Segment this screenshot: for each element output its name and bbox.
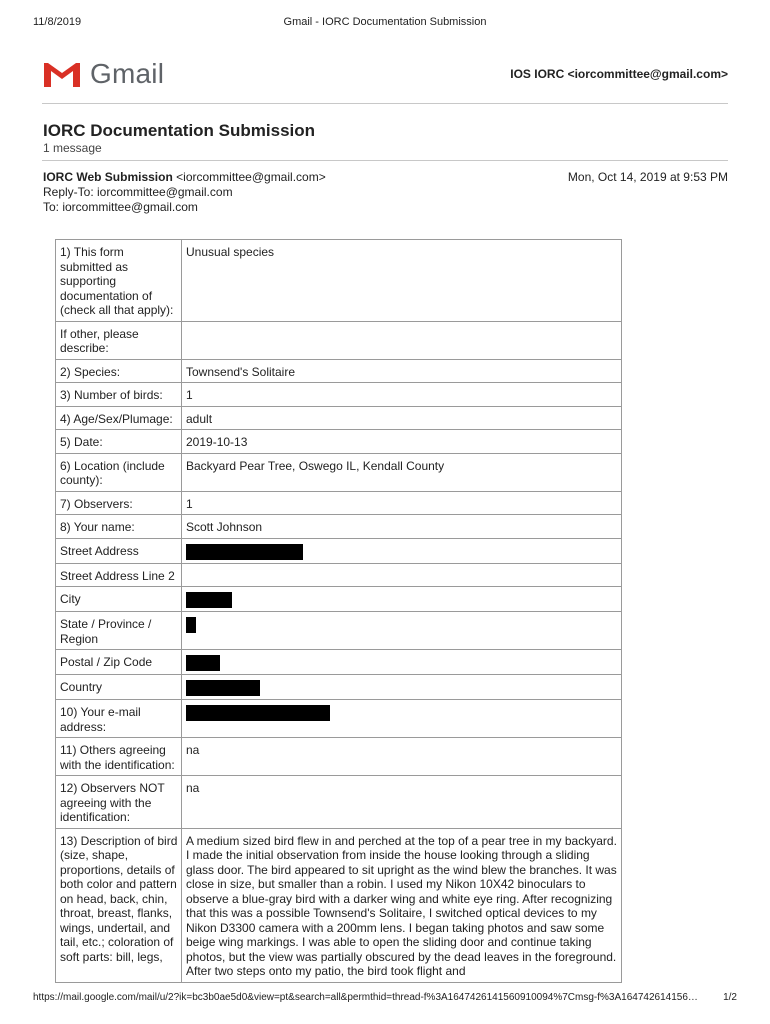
form-field-label: 5) Date: <box>56 430 182 454</box>
form-row <box>56 612 622 650</box>
redaction-bar <box>186 705 330 721</box>
form-field-label: If other, please describe: <box>56 321 182 359</box>
form-row <box>56 453 622 491</box>
form-field-label: 3) Number of birds: <box>56 383 182 407</box>
form-row <box>56 321 622 359</box>
form-field-label: Postal / Zip Code <box>56 650 182 675</box>
redaction-bar <box>186 680 260 696</box>
form-field-value <box>182 650 622 675</box>
redaction-bar <box>186 544 303 560</box>
thread-subject: IORC Documentation Submission <box>43 121 316 140</box>
form-field-label: State / Province / Region <box>56 612 182 650</box>
gmail-wordmark: Gmail <box>90 58 165 89</box>
form-field-label: 1) This form submitted as supporting documentation of (check all that apply): <box>56 240 182 322</box>
form-field-label: Street Address Line 2 <box>56 563 182 587</box>
reply-to-line: Reply-To: iorcommittee@gmail.com <box>43 185 233 199</box>
form-row <box>56 828 622 982</box>
form-field-value: Scott Johnson <box>182 515 622 539</box>
print-date: 11/8/2019 <box>33 16 82 28</box>
form-row <box>56 587 622 612</box>
print-title: Gmail - IORC Documentation Submission <box>283 16 487 28</box>
message-date: Mon, Oct 14, 2019 at 9:53 PM <box>567 170 728 184</box>
sender-email: <iorcommittee@gmail.com> <box>176 170 326 184</box>
form-field-label: 10) Your e-mail address: <box>56 700 182 738</box>
form-field-label: 2) Species: <box>56 359 182 383</box>
form-row <box>56 538 622 563</box>
form-row <box>56 240 622 322</box>
message-header <box>43 170 326 215</box>
from-line <box>43 170 326 185</box>
form-field-value: na <box>182 738 622 776</box>
form-field-value <box>182 675 622 700</box>
form-field-label: 13) Description of bird (size, shape, proportions, details of both color and pattern on head, back, chin, throat, breast, flanks, wings, undertail, and tail, etc.; coloration of soft parts: bill, legs, <box>56 828 182 982</box>
form-field-label: Country <box>56 675 182 700</box>
footer-url: https://mail.google.com/mail/u/2?ik=bc3b0ae5d0&view=pt&search=all&permthid=thread-f%3A1647426141560910094%7Cmsg-f%3A164742614156… <box>33 992 698 1003</box>
form-field-value: Unusual species <box>182 240 622 322</box>
form-field-value: 2019-10-13 <box>182 430 622 454</box>
form-row <box>56 383 622 407</box>
form-field-label: City <box>56 587 182 612</box>
form-field-value <box>182 587 622 612</box>
form-row <box>56 563 622 587</box>
form-row <box>56 738 622 776</box>
form-field-value: Backyard Pear Tree, Oswego IL, Kendall County <box>182 453 622 491</box>
form-row <box>56 430 622 454</box>
form-row <box>56 491 622 515</box>
page-bottom-margin <box>0 983 770 1024</box>
form-field-value <box>182 563 622 587</box>
form-field-value: Townsend's Solitaire <box>182 359 622 383</box>
redaction-bar <box>186 617 196 633</box>
form-field-value: 1 <box>182 383 622 407</box>
submission-form-table <box>55 239 622 983</box>
to-line: To: iorcommittee@gmail.com <box>43 200 198 214</box>
form-field-label: 12) Observers NOT agreeing with the identification: <box>56 776 182 829</box>
form-field-value <box>182 612 622 650</box>
form-field-label: 11) Others agreeing with the identification: <box>56 738 182 776</box>
form-row <box>56 359 622 383</box>
thread-divider <box>42 160 728 161</box>
form-row <box>56 406 622 430</box>
form-field-value <box>182 538 622 563</box>
form-row <box>56 776 622 829</box>
sender-name: IORC Web Submission <box>43 170 173 184</box>
form-row <box>56 675 622 700</box>
form-field-value <box>182 321 622 359</box>
form-field-value: na <box>182 776 622 829</box>
form-field-value: 1 <box>182 491 622 515</box>
form-field-label: Street Address <box>56 538 182 563</box>
gmail-logo <box>42 58 164 90</box>
form-field-value: adult <box>182 406 622 430</box>
form-row <box>56 700 622 738</box>
redaction-bar <box>186 592 232 608</box>
form-field-label: 4) Age/Sex/Plumage: <box>56 406 182 430</box>
message-count: 1 message <box>43 141 102 155</box>
footer-page-number: 1/2 <box>723 992 737 1003</box>
form-row <box>56 515 622 539</box>
account-label: IOS IORC <iorcommittee@gmail.com> <box>510 67 728 81</box>
form-row <box>56 650 622 675</box>
form-field-label: 8) Your name: <box>56 515 182 539</box>
form-field-value: A medium sized bird flew in and perched at the top of a pear tree in my backyard. I made the initial observation from inside the house looking through a sliding glass door. The bird appeared to sit upright as the wind blew the branches. It was close in size, but smaller than a robin. I used my Nikon 10X42 binoculars to observe a blue-gray bird with a darker wing and white eye ring. After recognizing that this was a possible Townsend's Solitaire, I switched optical devices to my Nikon D3300 camera with a 200mm lens. I began taking photos and saw some beige wing markings. I was able to open the sliding door and continue taking photos, but the view was partially obscured by the dead leaves in the foreground. After two steps onto my patio, the bird took flight and <box>182 828 622 982</box>
redaction-bar <box>186 655 220 671</box>
form-field-label: 6) Location (include county): <box>56 453 182 491</box>
form-field-label: 7) Observers: <box>56 491 182 515</box>
gmail-envelope-icon <box>42 59 82 89</box>
header-divider <box>42 103 728 104</box>
form-field-value <box>182 700 622 738</box>
